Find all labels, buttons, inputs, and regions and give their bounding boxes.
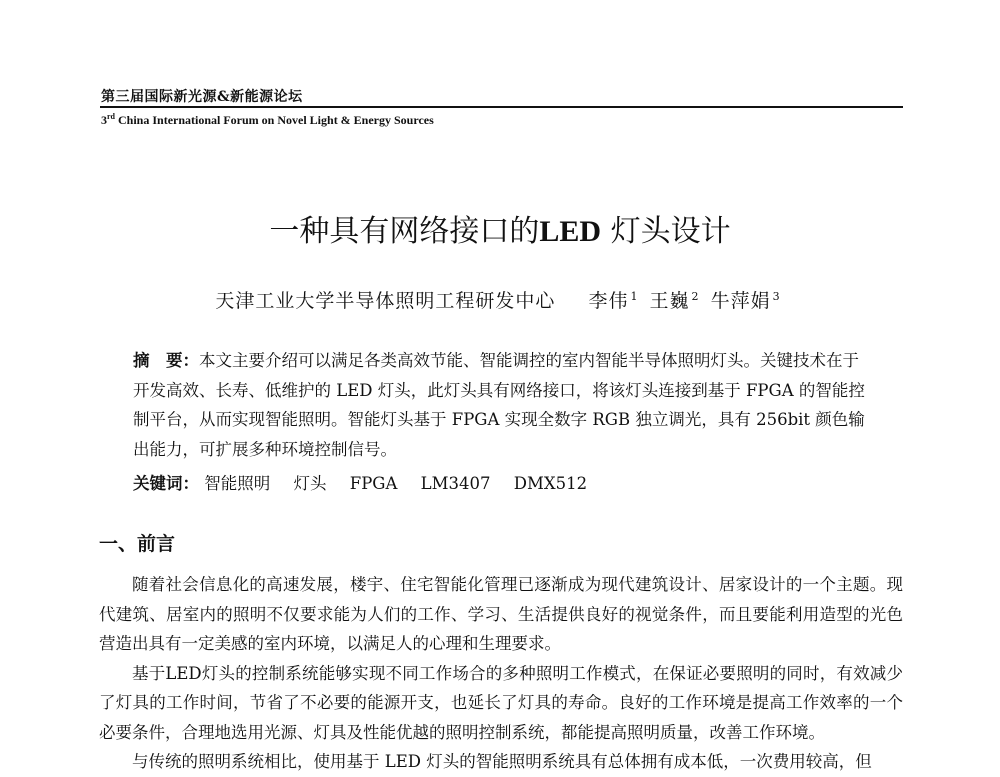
paper-title [0,206,1000,250]
header-en-number: 3 [101,113,107,127]
author-line [0,286,1000,313]
author-name: 王巍 [649,290,690,312]
section-heading: 一、前言 [99,533,176,555]
abstract [133,346,871,464]
affiliation: 天津工业大学半导体照明工程研发中心 [215,290,556,312]
title-part2: 灯头设计 [601,214,731,249]
header-en-text: China International Forum on Novel Light & Energy Sources [115,113,434,127]
keyword: 智能照明 [204,474,271,493]
keywords [133,470,605,494]
keyword: 灯头 [293,474,327,493]
running-header-cn: 第三届国际新光源&新能源论坛 [101,89,303,105]
abstract-text: 本文主要介绍可以满足各类高效节能、智能调控的室内智能半导体照明灯头。关键技术在于开发高效、长寿、低维护的 LED 灯头，此灯头具有网络接口，将该灯头连接到基于 FPGA 的智能控制平台，从而实现智能照明。智能灯头基于 FPGA 实现全数字 RGB 独立调光，具有 256bit 颜色输出能力，可扩展多种环境控制信号。 [133,351,865,459]
keywords-label: 关键词： [133,474,199,493]
header-en-ordinal: rd [107,112,115,121]
abstract-label: 摘 要： [133,351,199,370]
paragraph: 随着社会信息化的高速发展，楼宇、住宅智能化管理已逐渐成为现代建筑设计、居家设计的一个主题。现代建筑、居室内的照明不仅要求能为人们的工作、学习、生活提供良好的视觉条件，而且要能利用造型的光色营造出具有一定美感的室内环境，以满足人的心理和生理要求。 [99,575,903,653]
header-rule [100,106,903,108]
author-sup: 1 [630,289,639,303]
keyword: FPGA [349,474,398,493]
section-body [99,570,903,777]
author-name: 李伟 [588,290,629,312]
keyword: DMX512 [513,474,588,493]
paragraph: 与传统的照明系统相比，使用基于 LED 灯头的智能照明系统具有总体拥有成本低，一次费用较高，但 [132,752,872,771]
paragraph: 基于LED灯头的控制系统能够实现不同工作场合的多种照明工作模式，在保证必要照明的同时，有效减少了灯具的工作时间，节省了不必要的能源开支，也延长了灯具的寿命。良好的工作环境是提高工作效率的一个必要条件，合理地选用光源、灯具及性能优越的照明控制系统，都能提高照明质量，改善工作环境。 [99,663,903,742]
author-sup: 3 [772,289,781,303]
author-sup: 2 [691,289,700,303]
author-name: 牛萍娟 [710,290,771,312]
title-part1: 一种具有网络接口的 [269,214,540,249]
running-header-en [101,112,434,128]
title-led: LED [539,215,602,248]
keyword: LM3407 [420,474,491,493]
